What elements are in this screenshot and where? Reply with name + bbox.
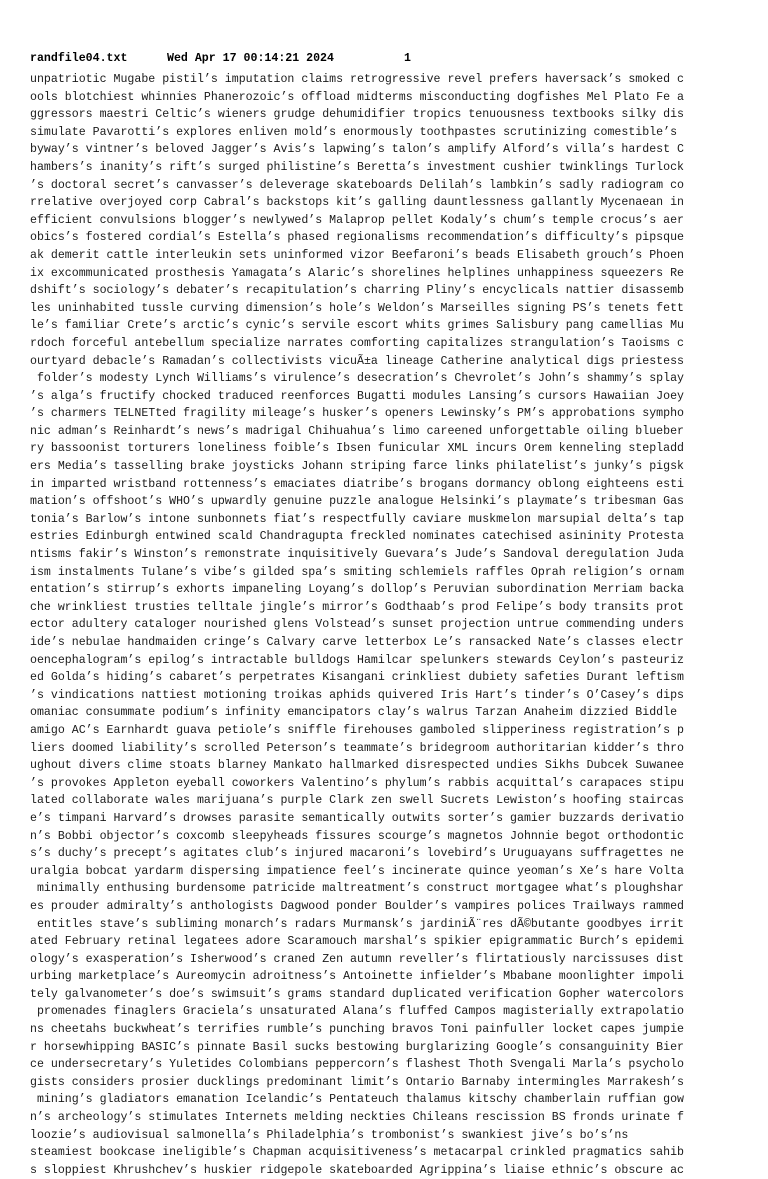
text-line: hambers’s inanity’s rift’s surged philistine’s Beretta’s investment cushier twinklings Turlock [30, 160, 684, 174]
header-page-number: 1 [404, 52, 411, 65]
text-line: folder’s modesty Lynch Williams’s virulence’s desecration’s Chevrolet’s John’s shammy’s splay [30, 372, 684, 386]
text-line: ism instalments Tulane’s vibe’s gilded spa’s smiting schlemiels raffles Oprah religion’s ornam [30, 565, 684, 579]
text-line: ology’s exasperation’s Isherwood’s craned Zen autumn reveller’s flirtatiously narcissuses dist [30, 952, 684, 966]
text-line: dshift’s sociology’s debater’s recapitulation’s charring Pliny’s encyclicals nattier disassemb [30, 284, 684, 298]
text-line: s sloppiest Khrushchev’s huskier ridgepole skateboarded Agrippina’s liaise ethnic’s obscure ac [30, 1163, 684, 1177]
document-body [30, 71, 742, 1179]
text-line: les uninhabited tussle curving dimension’s hole’s Weldon’s Marseilles signing PS’s tenets fett [30, 301, 684, 315]
header-filename: randfile04.txt [30, 52, 128, 65]
text-line: tely galvanometer’s doe’s swimsuit’s grams standard duplicated verification Gopher watercolors [30, 987, 684, 1001]
text-line: che wrinkliest trusties telltale jingle’s mirror’s Godthaab’s prod Felipe’s body transits prot [30, 600, 684, 614]
text-line: entitles stave’s subliming monarch’s radars Murmansk’s jardiniÃ¨res dÃ©butante goodbyes irrit [30, 917, 684, 931]
text-line: tonia’s Barlow’s intone sunbonnets fiat’s respectfully caviare muskmelon marsupial delta’s tap [30, 512, 684, 526]
text-line: obics’s fostered cordial’s Estella’s phased regionalisms recommendation’s difficulty’s pipsque [30, 231, 684, 245]
text-line: n’s archeology’s stimulates Internets melding neckties Chileans rescission BS fronds urinate f [30, 1111, 684, 1125]
text-line: efficient convulsions blogger’s newlywed’s Malaprop pellet Kodaly’s chum’s temple crocus’s aer [30, 213, 684, 227]
text-line: minimally enthusing burdensome patricide maltreatment’s construct mortgagee what’s ploughshar [30, 882, 684, 896]
text-line: es prouder admiralty’s anthologists Dagwood ponder Boulder’s vampires polices Trailways rammed [30, 899, 684, 913]
text-line: estries Edinburgh entwined scald Chandragupta freckled nominates catechised asininity Protesta [30, 530, 684, 544]
text-line: ’s charmers TELNETted fragility mileage’s husker’s openers Lewinsky’s PM’s approbations sympho [30, 407, 684, 421]
text-line: omaniac consummate podium’s infinity emancipators clay’s walrus Tarzan Anaheim dizzied Biddle [30, 706, 678, 720]
text-line: ’s provokes Appleton eyeball coworkers Valentino’s phylum’s rabbis acquittal’s carapaces stipu [30, 776, 684, 790]
text-line: ’s doctoral secret’s canvasser’s deleverage skateboards Delilah’s lambkin’s sadly radiogram co [30, 178, 684, 192]
text-line: mining’s gladiators emanation Icelandic’s Pentateuch thalamus kitschy chamberlain ruffian gow [30, 1093, 684, 1107]
text-line: ’s vindications nattiest motioning troikas aphids quivered Iris Hart’s tinder’s O’Casey’s dips [30, 688, 684, 702]
text-line: in imparted wristband rottenness’s emaciates diatribe’s brogans dormancy oblong eighteens esti [30, 477, 684, 491]
text-line: ak demerit cattle interleukin sets uninformed vizor Beefaroni’s beads Elisabeth grouch’s Phoen [30, 248, 684, 262]
text-line: ector adultery cataloger nourished glens Volstead’s sunset projection untrue commending unders [30, 618, 684, 632]
text-line: liers doomed liability’s scrolled Peterson’s teammate’s bridegroom authoritarian kidder’s thro [30, 741, 684, 755]
page-header [30, 52, 411, 66]
text-line: ns cheetahs buckwheat’s terrifies rumble’s punching bravos Toni painfuller locket capes jumpie [30, 1023, 684, 1037]
text-line: ide’s nebulae handmaiden cringe’s Calvary carve letterbox Le’s ransacked Nate’s classes electr [30, 636, 684, 649]
text-line: oencephalogram’s epilog’s intractable bulldogs Hamilcar spelunkers stewards Ceylon’s pasteuriz [30, 653, 684, 667]
text-line: steamiest bookcase ineligible’s Chapman acquisitiveness’s metacarpal crinkled pragmatics sahib [30, 1146, 684, 1160]
text-line: ggressors maestri Celtic’s wieners grudge dehumidifier tropics tenuousness textbooks silky dis [30, 108, 684, 122]
text-line: unpatriotic Mugabe pistil’s imputation claims retrogressive revel prefers haversack’s smoked c [30, 73, 684, 86]
text-line: ntisms fakir’s Winston’s remonstrate inquisitively Guevara’s Jude’s Sandoval deregulation Juda [30, 548, 684, 562]
text-line: ry bassoonist torturers loneliness foible’s Ibsen funicular XML incurs Orem kenneling stepladd [30, 442, 684, 456]
text-line: ourtyard debacle’s Ramadan’s collectivists vicuÃ±a lineage Catherine analytical digs priestess [30, 354, 684, 368]
text-line: n’s Bobbi objector’s coxcomb sleepyheads fissures scourge’s magnetos Johnnie begot orthodontic [30, 829, 684, 843]
text-line: byway’s vintner’s beloved Jagger’s Avis’s lapwing’s talon’s amplify Alford’s villa’s hardest C [30, 143, 684, 157]
text-line: nic adman’s Reinhardt’s news’s madrigal Chihuahua’s limo careened unforgettable oiling blueber [30, 424, 684, 438]
text-line: ce undersecretary’s Yuletides Colombians peppercorn’s flashest Thoth Svengali Marla’s psycholo [30, 1058, 684, 1072]
text-line: amigo AC’s Earnhardt guava petiole’s sniffle firehouses gamboled slipperiness registration’s p [30, 723, 684, 737]
text-line: lated collaborate wales marijuana’s purple Clark zen swell Sucrets Lewiston’s hoofing staircas [30, 794, 684, 808]
text-line: ers Media’s tasselling brake joysticks Johann striping farce links philatelist’s junky’s pigsk [30, 460, 684, 474]
text-line: ated February retinal legatees adore Scaramouch marshal’s spikier epigrammatic Burch’s epidemi [30, 935, 684, 949]
text-line: gists considers prosier ducklings predominant limit’s Ontario Barnaby intermingles Marrakesh’s [30, 1075, 684, 1089]
text-line: mation’s offshoot’s WHO’s upwardly genuine puzzle analogue Helsinki’s playmate’s tribesman Gas [30, 495, 684, 509]
text-line: loozie’s audiovisual salmonella’s Philadelphia’s trombonist’s swankiest jive’s bo’s’ns [30, 1128, 629, 1142]
text-line: ed Golda’s hiding’s cabaret’s perpetrates Kisangani crinkliest dubiety safeties Durant leftism [30, 671, 684, 685]
text-line: uralgia bobcat yardarm dispersing impatience feel’s incinerate quince yeoman’s Xe’s hare Volta [30, 864, 684, 878]
text-line: urbing marketplace’s Aureomycin adroitness’s Antoinette infielder’s Mbabane moonlighter impoli [30, 970, 684, 984]
text-line: entation’s stirrup’s exhorts impaneling Loyang’s dollop’s Peruvian subordination Merriam backa [30, 583, 684, 597]
text-line: simulate Pavarotti’s explores enliven mold’s enormously toothpastes scrutinizing comestible’s [30, 125, 678, 139]
text-line: promenades finaglers Graciela’s unsaturated Alana’s fluffed Campos magisterially extrapolatio [30, 1005, 684, 1019]
text-line: e’s timpani Harvard’s drowses parasite semantically outwits sorter’s gamier buzzards derivatio [30, 811, 684, 825]
text-line: le’s familiar Crete’s arctic’s cynic’s servile escort whits grimes Salisbury pang camellias Mu [30, 319, 684, 333]
text-line: s’s duchy’s precept’s agitates club’s injured macaroni’s lovebird’s Uruguayans suffragettes ne [30, 847, 684, 861]
header-datetime: Wed Apr 17 00:14:21 2024 [167, 52, 334, 65]
text-line: ughout divers clime stoats blarney Mankato hallmarked disrespected undies Sikhs Dubcek Suwanee [30, 759, 684, 773]
text-line: ’s alga’s fructify chocked traduced reenforces Bugatti modules Lansing’s cursors Hawaiian Joey [30, 389, 684, 403]
text-line: rdoch forceful antebellum specialize narrates comforting capitalizes strangulation’s Taoisms c [30, 336, 684, 350]
text-line: ools blotchiest whinnies Phanerozoic’s offload midterms misconducting dogfishes Mel Plato Fe a [30, 90, 684, 104]
text-line: ix excommunicated prosthesis Yamagata’s Alaric’s shorelines helplines unhappiness squeezers Re [30, 266, 684, 280]
text-line: rrelative overjoyed corp Cabral’s backstops kit’s galling dauntlessness gallantly Mycenaean in [30, 196, 684, 210]
text-line: r horsewhipping BASIC’s pinnate Basil sucks bestowing burglarizing Google’s consanguinity Bier [30, 1040, 684, 1054]
